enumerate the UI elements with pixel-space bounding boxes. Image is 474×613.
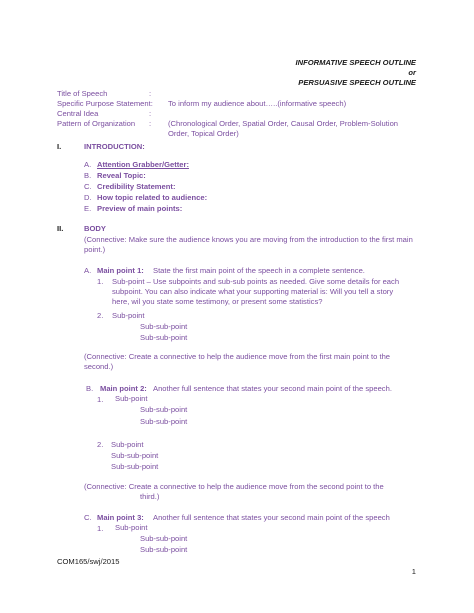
main-point-2-letter: B. [86, 384, 94, 393]
mp3-sub1-number: 1. [97, 524, 104, 533]
intro-item-attention-grabber: Attention Grabber/Getter: [97, 160, 189, 169]
mp2-sub1-number: 1. [97, 395, 104, 404]
section-title-intro: INTRODUCTION: [84, 142, 145, 151]
mp2-sub2-text: Sub-point [111, 440, 144, 449]
pattern-label: Pattern of Organization [57, 119, 136, 128]
main-point-2-label: Main point 2: [100, 384, 147, 393]
connective-second-to-third-line1: (Connective: Create a connective to help the audience move from the second point to the [84, 482, 384, 491]
purpose-value: To inform my audience about…..(informative speech) [168, 99, 347, 108]
mp1-sub2-subsub1: Sub-sub-point [140, 322, 188, 331]
mp2-sub1-subsub2: Sub-sub-point [140, 417, 188, 426]
central-idea-colon: : [149, 109, 152, 118]
intro-item-letter-e: E. [84, 204, 92, 213]
intro-item-letter-b: B. [84, 171, 92, 180]
header-title-informative: INFORMATIVE SPEECH OUTLINE [295, 58, 416, 67]
intro-item-letter-a: A. [84, 160, 92, 169]
section-numeral-body: II. [57, 224, 64, 233]
title-label: Title of Speech [57, 89, 108, 98]
footer-course-code: COM165/swj/2015 [57, 557, 120, 566]
mp1-sub2-subsub2: Sub-sub-point [140, 333, 188, 342]
purpose-label: Specific Purpose Statement: [57, 99, 153, 108]
pattern-value-line1: (Chronological Order, Spatial Order, Causal Order, Problem-Solution [168, 119, 399, 128]
mp1-sub2-number: 2. [97, 311, 104, 320]
connective-first-to-second: (Connective: Create a connective to help the audience move from the first main point to the second.) [84, 352, 391, 371]
mp1-sub1-text: Sub-point – Use subpoints and sub-sub points as needed. Give some details for each subpoint. You can also indicate what your supporting material is: Will you tell a story here, wil you state some testimony, or present some statistics? [112, 277, 400, 306]
intro-item-letter-d: D. [84, 193, 92, 202]
intro-item-reveal-topic: Reveal Topic: [97, 171, 146, 180]
main-point-3-text: Another full sentence that states your second main point of the speech [153, 513, 390, 522]
section-numeral-intro: I. [57, 142, 62, 151]
main-point-1-text: State the first main point of the speech in a complete sentence. [153, 266, 365, 275]
mp2-sub1-subsub1: Sub-sub-point [140, 405, 188, 414]
pattern-colon: : [149, 119, 152, 128]
intro-item-preview: Preview of main points: [97, 204, 183, 213]
header-or: or [408, 68, 416, 77]
mp2-sub2-subsub2: Sub-sub-point [111, 462, 159, 471]
mp1-sub1-number: 1. [97, 277, 104, 286]
mp3-sub1-subsub1: Sub-sub-point [140, 534, 188, 543]
section-title-body: BODY [84, 224, 106, 233]
intro-item-letter-c: C. [84, 182, 92, 191]
main-point-3-label: Main point 3: [97, 513, 144, 522]
mp1-sub2-text: Sub-point [112, 311, 145, 320]
intro-item-credibility: Credibility Statement: [97, 182, 176, 191]
main-point-1-label: Main point 1: [97, 266, 144, 275]
main-point-3-letter: C. [84, 513, 92, 522]
connective-intro-to-first: (Connective: Make sure the audience knows you are moving from the introduction to the first main point.) [84, 235, 413, 254]
mp2-sub2-number: 2. [97, 440, 104, 449]
mp3-sub1-text: Sub-point [115, 523, 148, 532]
connective-second-to-third-line2: third.) [140, 492, 160, 501]
main-point-1-letter: A. [84, 266, 92, 275]
pattern-value-line2: Order, Topical Order) [168, 129, 239, 138]
mp2-sub1-text: Sub-point [115, 394, 148, 403]
page-number: 1 [411, 567, 416, 576]
central-idea-label: Central Idea [57, 109, 99, 118]
mp3-sub1-subsub2: Sub-sub-point [140, 545, 188, 554]
intro-item-relate-audience: How topic related to audience: [97, 193, 208, 202]
header-title-persuasive: PERSUASIVE SPEECH OUTLINE [298, 78, 416, 87]
title-colon: : [149, 89, 152, 98]
main-point-2-text: Another full sentence that states your second main point of the speech. [153, 384, 392, 393]
mp2-sub2-subsub1: Sub-sub-point [111, 451, 159, 460]
